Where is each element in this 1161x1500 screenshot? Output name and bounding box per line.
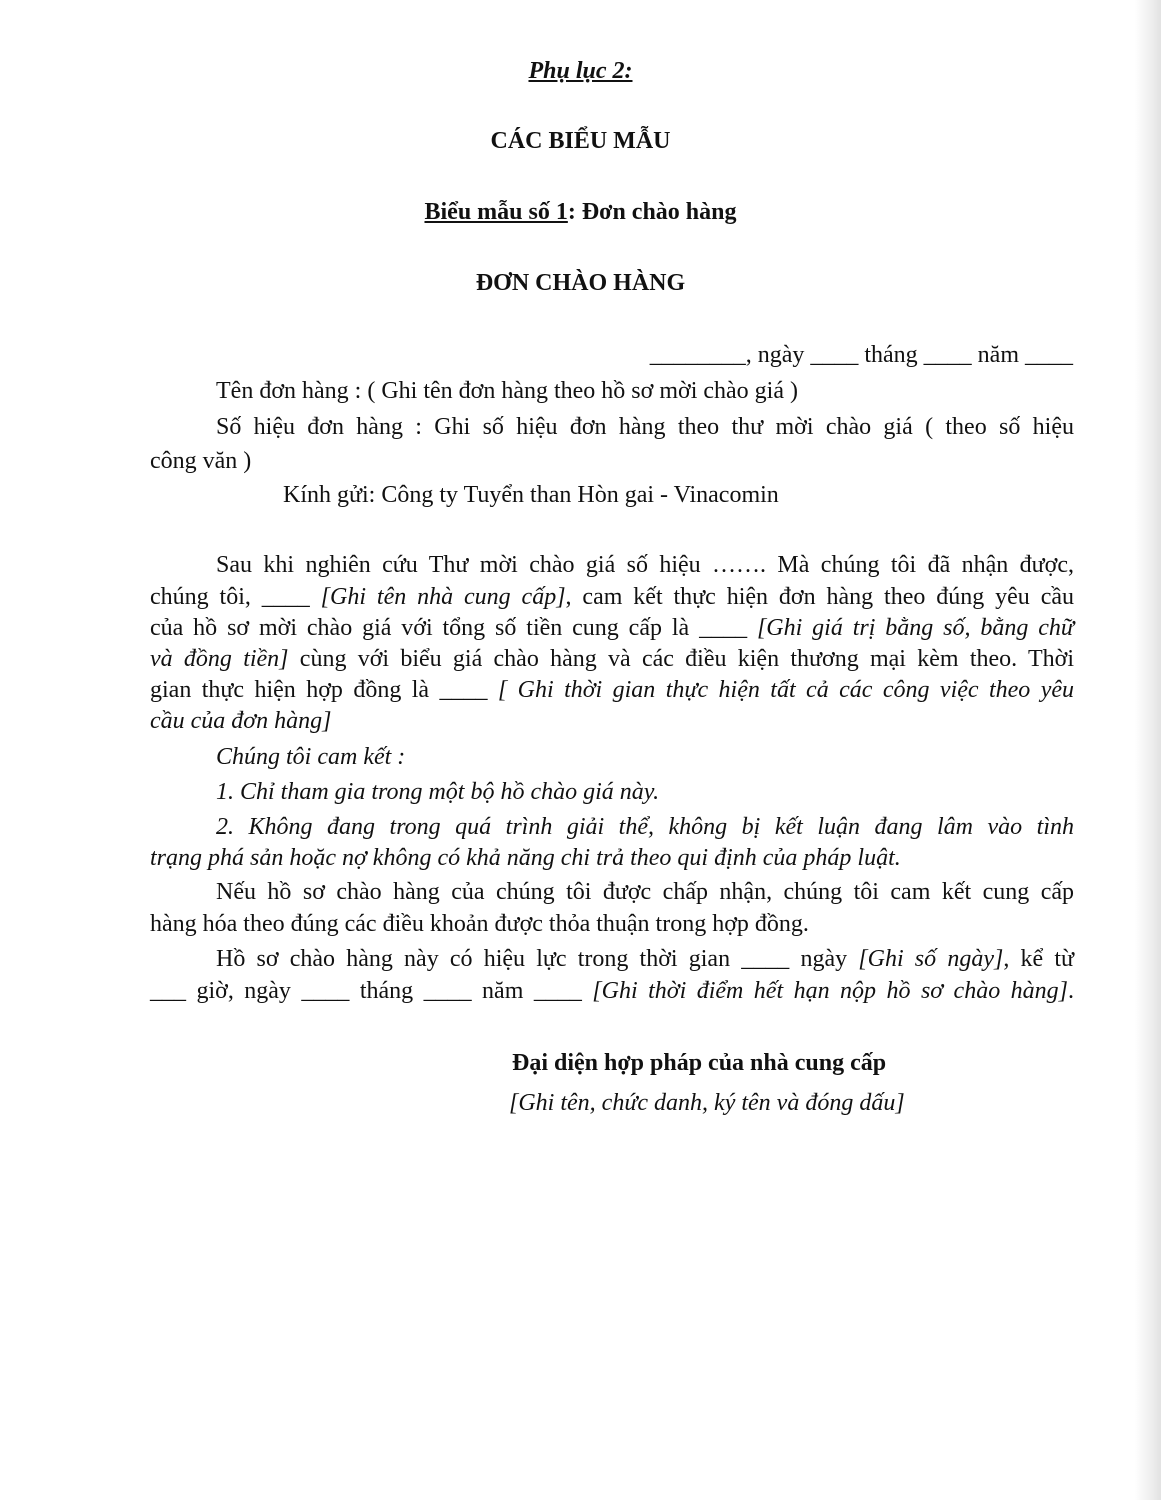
body-line-5-text: gian thực hiện hợp đồng là ____ <box>150 677 498 703</box>
appendix-heading: Phụ lục 2: <box>528 58 633 84</box>
form-label <box>0 197 1161 227</box>
form-number: Biểu mẫu số 1 <box>424 199 568 225</box>
form-name: : Đơn chào hàng <box>567 199 737 225</box>
body-line-2-tail: , cam kết thực hiện đơn hàng theo đúng yêu cầu <box>565 584 1075 610</box>
signature-note: [Ghi tên, chức danh, ký tên và đóng dấu] <box>509 1090 905 1116</box>
validity-line-1-tail: , kể từ <box>1003 946 1075 972</box>
placeholder-days: [Ghi số ngày] <box>858 946 1004 972</box>
placeholder-amount: [Ghi giá trị bằng số, bằng chữ <box>756 615 1075 641</box>
body-line-6: cầu của đơn hàng] <box>150 708 332 734</box>
validity-line-2 <box>150 976 1074 1006</box>
body-line-4 <box>150 644 1074 674</box>
body-line-4-text: cùng với biểu giá chào hàng và các điều kiện thương mại kèm theo. Thời <box>288 646 1074 672</box>
validity-line-2-text: ___ giờ, ngày ____ tháng ____ năm ____ <box>150 978 593 1004</box>
placeholder-deadline: [Ghi thời điểm hết hạn nộp hồ sơ chào hàng] <box>592 978 1068 1004</box>
order-number-line-1: Số hiệu đơn hàng : Ghi số hiệu đơn hàng theo thư mời chào giá ( theo số hiệu <box>216 414 1074 440</box>
placeholder-supplier-name: [Ghi tên nhà cung cấp] <box>320 584 566 610</box>
body-line-3-text: của hồ sơ mời chào giá với tổng số tiền cung cấp là ____ <box>150 615 757 641</box>
validity-line-1-text: Hồ sơ chào hàng này có hiệu lực trong thời gian ____ ngày <box>216 946 859 972</box>
validity-line-1 <box>216 944 1074 974</box>
signature-title: Đại diện hợp pháp của nhà cung cấp <box>512 1050 887 1076</box>
order-number-line-2: công văn ) <box>150 448 252 474</box>
commitment-1: 1. Chỉ tham gia trong một bộ hồ chào giá này. <box>216 779 660 805</box>
placeholder-currency: và đồng tiền] <box>150 646 289 672</box>
acceptance-line-1: Nếu hồ sơ chào hàng của chúng tôi được chấp nhận, chúng tôi cam kết cung cấp <box>216 879 1074 905</box>
commitment-2-line-2: trạng phá sản hoặc nợ không có khả năng chi trả theo qui định của pháp luật. <box>150 845 901 871</box>
body-line-2 <box>150 582 1074 612</box>
form-title: ĐƠN CHÀO HÀNG <box>475 270 686 296</box>
acceptance-line-2: hàng hóa theo đúng các điều khoản được thỏa thuận trong hợp đồng. <box>150 911 809 937</box>
body-line-5 <box>150 675 1074 705</box>
date-line: ________, ngày ____ tháng ____ năm ____ <box>649 342 1073 368</box>
body-line-2-text: chúng tôi, ____ <box>150 584 321 610</box>
placeholder-duration: [ Ghi thời gian thực hiện tất cả các công việc theo yêu <box>497 677 1074 703</box>
body-line-3 <box>150 613 1074 643</box>
commitments-heading: Chúng tôi cam kết : <box>216 744 406 770</box>
validity-line-2-tail: . <box>1068 978 1074 1004</box>
commitment-2-line-1: 2. Không đang trong quá trình giải thể, không bị kết luận đang lâm vào tình <box>216 814 1074 840</box>
document-title: CÁC BIỂU MẪU <box>490 128 671 154</box>
order-name: Tên đơn hàng : ( Ghi tên đơn hàng theo hồ sơ mời chào giá ) <box>216 378 798 404</box>
body-line-1: Sau khi nghiên cứu Thư mời chào giá số hiệu ……. Mà chúng tôi đã nhận được, <box>216 552 1074 578</box>
recipient: Kính gửi: Công ty Tuyển than Hòn gai - Vinacomin <box>283 482 779 508</box>
